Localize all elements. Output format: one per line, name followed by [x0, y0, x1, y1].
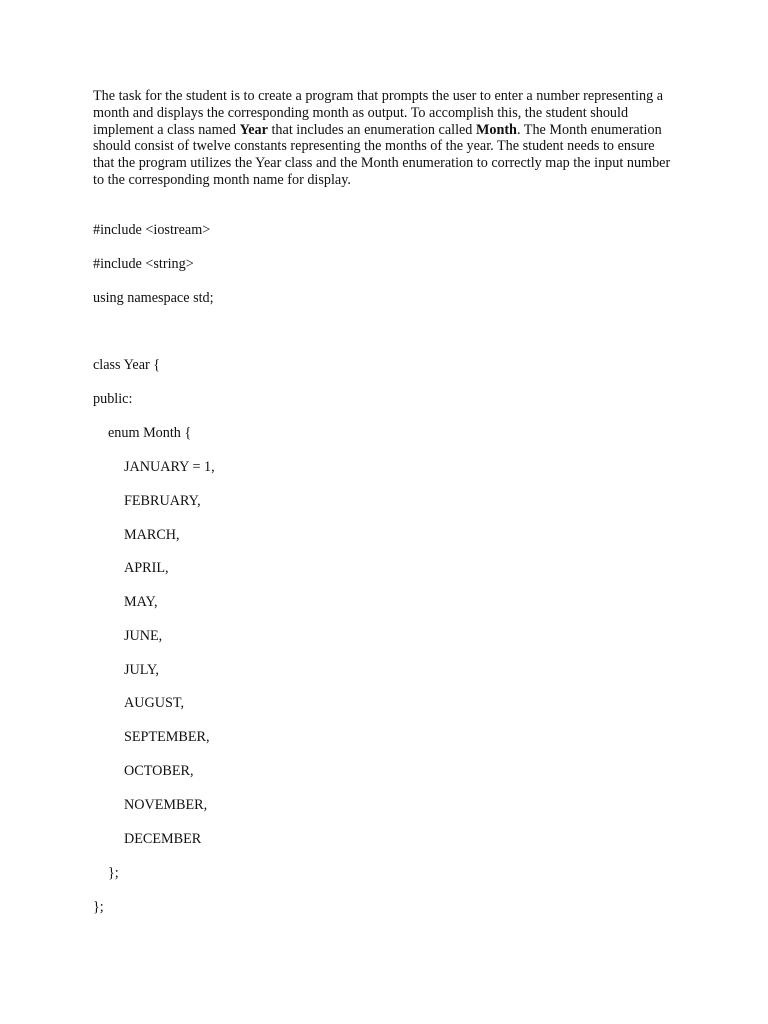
code-month-line: SEPTEMBER, — [124, 729, 210, 745]
code-using-namespace: using namespace std; — [93, 290, 214, 306]
code-month-line: JULY, — [124, 662, 159, 678]
code-class-open: class Year { — [93, 357, 161, 373]
code-month-line: MAY, — [124, 594, 158, 610]
task-text-part-2: that includes an enumeration called — [267, 121, 476, 138]
code-public-label: public: — [93, 391, 133, 407]
code-include-iostream: #include <iostream> — [93, 222, 211, 238]
month-enum-name: Month — [475, 121, 517, 138]
task-text-part-1: The task for the student is to create a program that prompts the user to enter a number representing a month and displays the corresponding month as output. To accomplish this, the student should implement a class named — [93, 88, 664, 138]
code-class-close: }; — [93, 899, 104, 915]
code-month-line: OCTOBER, — [124, 763, 194, 779]
code-include-string: #include <string> — [93, 256, 194, 272]
code-month-line: JANUARY = 1, — [124, 459, 215, 475]
code-month-line: NOVEMBER, — [124, 797, 208, 813]
task-text-part-3: . The Month enumeration should consist of twelve constants representing the months of the year. The student needs to ensure that the program utilizes the Year class and the Month enumeration to correctly map the input number to the corresponding month name for display. — [93, 121, 671, 188]
task-description — [93, 88, 673, 189]
code-month-line: AUGUST, — [124, 695, 185, 711]
code-month-line: DECEMBER — [124, 831, 202, 847]
code-enum-open: enum Month { — [108, 425, 192, 441]
code-month-line: MARCH, — [124, 527, 180, 543]
year-class-name: Year — [239, 121, 268, 138]
code-month-line: FEBRUARY, — [124, 493, 201, 509]
code-month-line: JUNE, — [124, 628, 163, 644]
code-month-line: APRIL, — [124, 560, 169, 576]
code-enum-close: }; — [108, 865, 119, 881]
